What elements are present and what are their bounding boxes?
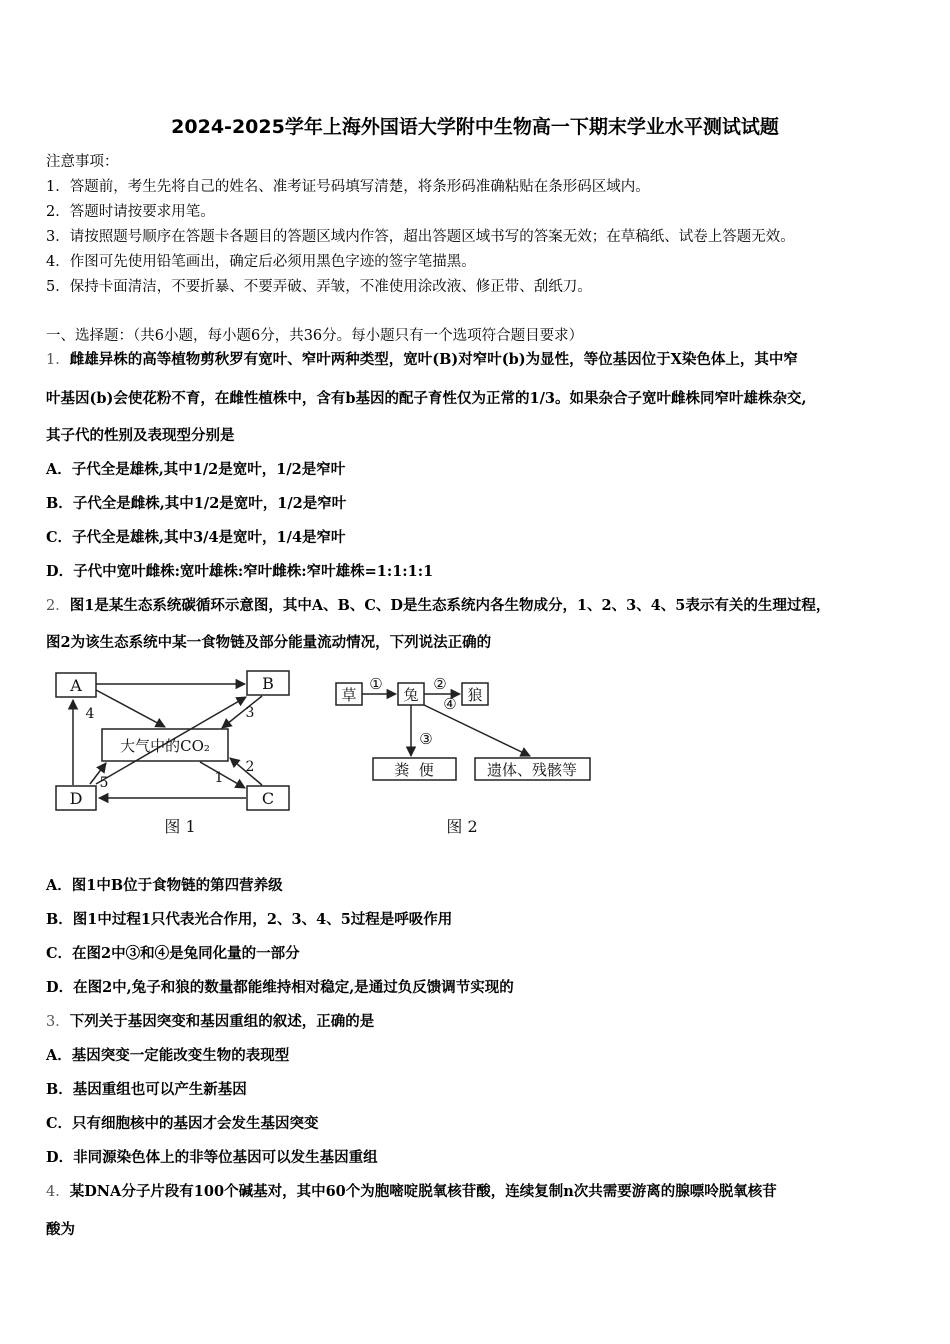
option-a: A．基因突变一定能改变生物的表现型 — [46, 1047, 290, 1064]
option-a: A．图1中B位于食物链的第四营养级 — [46, 877, 283, 894]
node-c-label: C — [261, 789, 275, 808]
node-grass-label: 草 — [341, 686, 357, 704]
option-b: B．子代全是雌株,其中1/2是宽叶，1/2是窄叶 — [46, 495, 347, 512]
option-b: B．基因重组也可以产生新基因 — [46, 1081, 247, 1098]
node-remains-label: 遗体、残骸等 — [486, 761, 578, 779]
question-1-line: 叶基因(b)会使花粉不育，在雌性植株中，含有b基因的配子育性仅为正常的1/3。如果杂合子宽叶雌株同窄叶雄株杂交, — [46, 390, 807, 407]
node-wolf-label: 狼 — [467, 686, 483, 704]
question-2-line: 图2为该生态系统中某一食物链及部分能量流动情况，下列说法正确的 — [46, 634, 492, 651]
arrow-label: ① — [369, 675, 383, 693]
arrow-rabbit-remains — [424, 705, 530, 756]
arrow-label: 5 — [99, 775, 109, 791]
question-4-line: 酸为 — [46, 1221, 75, 1238]
arrow-label: 1 — [214, 770, 224, 786]
arrow-label: ③ — [419, 730, 433, 748]
section-heading: 一、选择题：（共6小题，每小题6分，共36分。每小题只有一个选项符合题目要求） — [46, 328, 584, 344]
node-co2-label: 大气中的CO₂ — [120, 737, 210, 755]
option-c: C．子代全是雄株,其中3/4是宽叶，1/4是窄叶 — [46, 529, 346, 546]
arrow-label: 4 — [85, 706, 95, 722]
option-d: D．非同源染色体上的非等位基因可以发生基因重组 — [46, 1149, 378, 1166]
question-4-line: 4．某DNA分子片段有100个碱基对，其中60个为胞嘧啶脱氧核苷酸，连续复制n次共需要游离的腺嘌呤脱氧核苷 — [46, 1183, 777, 1200]
node-rabbit-label: 兔 — [403, 686, 419, 704]
option-c: C．只有细胞核中的基因才会发生基因突变 — [46, 1115, 319, 1132]
option-c: C．在图2中③和④是兔同化量的一部分 — [46, 945, 300, 962]
arrow-label: 3 — [245, 705, 255, 721]
option-a: A．子代全是雄株,其中1/2是宽叶，1/2是窄叶 — [46, 461, 346, 478]
notice-item: 2．答题时请按要求用笔。 — [46, 204, 215, 220]
question-1-line: 1．雌雄异株的高等植物剪秋罗有宽叶、窄叶两种类型，宽叶(B)对窄叶(b)为显性，等位基因位于X染色体上，其中窄 — [46, 351, 798, 368]
node-a-label: A — [70, 676, 82, 695]
notice-item: 5．保持卡面清洁，不要折暴、不要弄破、弄皱，不准使用涂改液、修正带、刮纸刀。 — [46, 279, 592, 295]
option-d: D．在图2中,兔子和狼的数量都能维持相对稳定,是通过负反馈调节实现的 — [46, 979, 514, 996]
question-1-line: 其子代的性别及表现型分别是 — [46, 427, 235, 444]
node-feces-label: 粪 便 — [394, 761, 434, 779]
notice-item: 1．答题前，考生先将自己的姓名、准考证号码填写清楚，将条形码准确粘贴在条形码区域内。 — [46, 179, 650, 195]
option-d: D．子代中宽叶雌株:宽叶雄株:窄叶雌株:窄叶雄株=1:1:1:1 — [46, 563, 434, 580]
arrow-label: ② — [433, 675, 447, 693]
arrow-label: ④ — [443, 695, 457, 713]
node-b-label: B — [262, 674, 274, 693]
arrow-label: 2 — [245, 759, 255, 775]
notice-heading: 注意事项： — [46, 154, 119, 170]
question-number: 1． — [46, 352, 70, 368]
figure-2-caption: 图 2 — [446, 817, 478, 836]
notice-item: 3．请按照题号顺序在答题卡各题目的答题区域内作答，超出答题区域书写的答案无效；在草稿纸、试卷上答题无效。 — [46, 229, 795, 245]
question-number: 2． — [46, 598, 70, 614]
arrow-a-co2 — [96, 690, 165, 727]
node-d-label: D — [69, 789, 83, 808]
option-b: B．图1中过程1只代表光合作用，2、3、4、5过程是呼吸作用 — [46, 911, 453, 928]
question-number: 3． — [46, 1014, 70, 1030]
notice-item: 4．作图可先使用铅笔画出，确定后必须用黑色字迹的签字笔描黑。 — [46, 254, 476, 270]
question-2-line: 2．图1是某生态系统碳循环示意图，其中A、B、C、D是生态系统内各生物成分，1、2、3、4、5表示有关的生理过程， — [46, 597, 831, 614]
figure-1-caption: 图 1 — [164, 817, 196, 836]
question-3-line: 3．下列关于基因突变和基因重组的叙述，正确的是 — [46, 1013, 375, 1030]
question-number: 4． — [46, 1184, 70, 1200]
page-title: 2024-2025学年上海外国语大学附中生物高一下期末学业水平测试试题 — [171, 116, 779, 138]
arrow-b-co2 — [222, 696, 262, 728]
